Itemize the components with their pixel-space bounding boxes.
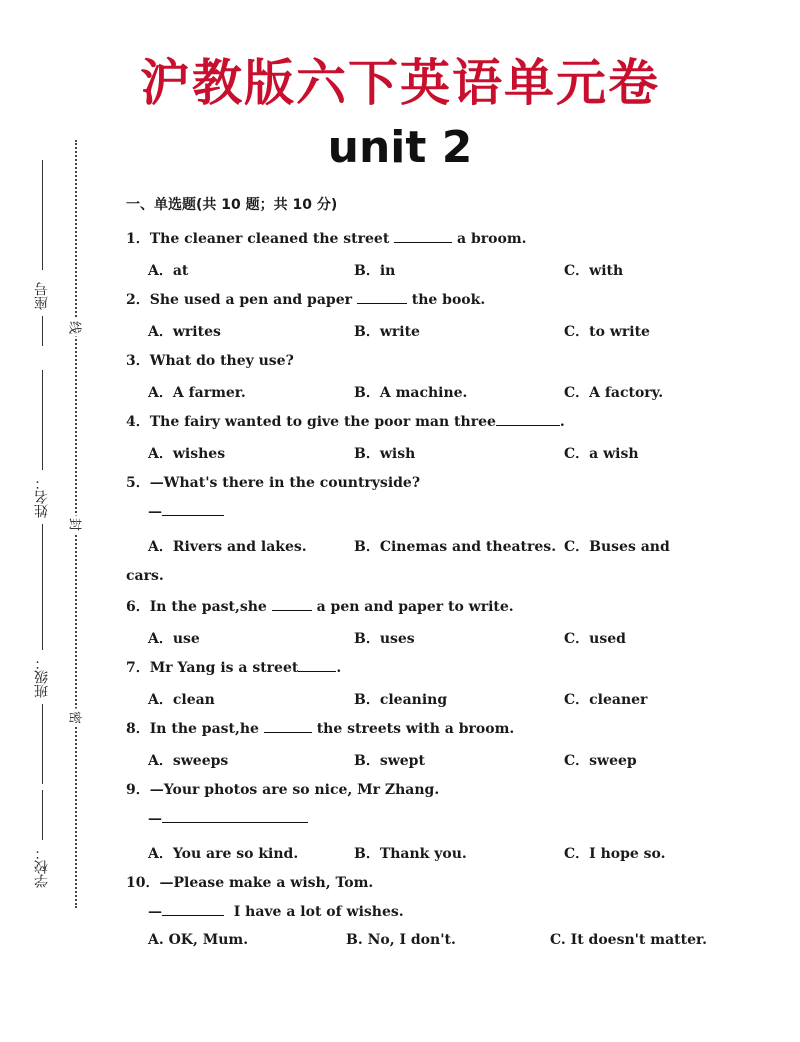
question-stem: She used a pen and paper <box>149 292 352 308</box>
binding-margin <box>0 0 110 1042</box>
answer-dash: — <box>148 904 162 920</box>
option-a[interactable]: A．clean <box>148 692 215 708</box>
seat-number-label: 座号 <box>34 282 50 310</box>
options-row <box>126 628 746 648</box>
question-number: 10． <box>126 875 160 891</box>
option-a[interactable]: A．You are so kind. <box>148 846 299 862</box>
options-row <box>126 689 746 709</box>
question-5 <box>126 472 746 584</box>
option-b[interactable]: B．swept <box>354 753 425 769</box>
option-b[interactable]: B．A machine. <box>354 385 468 401</box>
school-field <box>34 790 50 894</box>
options-row <box>126 750 746 770</box>
options-row <box>126 260 746 280</box>
option-c[interactable]: C．A factory. <box>564 385 664 401</box>
option-b[interactable]: B．uses <box>354 631 415 647</box>
answer-blank[interactable] <box>394 242 452 243</box>
answer-blank[interactable] <box>162 515 224 516</box>
answer-blank[interactable] <box>357 303 407 304</box>
answer-dash: — <box>148 811 162 827</box>
option-a[interactable]: A．use <box>148 631 200 647</box>
seal-char-secret: 密 <box>67 709 86 727</box>
option-a[interactable]: A．Rivers and lakes. <box>148 539 307 555</box>
question-number: 4． <box>126 414 150 430</box>
class-field <box>34 580 50 784</box>
options-row <box>126 382 746 402</box>
school-line <box>42 790 43 840</box>
option-c[interactable]: C．with <box>564 263 624 279</box>
question-3 <box>126 350 746 402</box>
option-a[interactable]: A．at <box>148 263 189 279</box>
options-row <box>126 321 746 341</box>
page-title: 沪教版六下英语单元卷 <box>140 54 660 112</box>
section-heading: 一、单选题(共 10 题；共 10 分) <box>126 197 338 213</box>
option-c[interactable]: C．used <box>564 631 626 647</box>
question-stem-end: a pen and paper to write. <box>316 599 514 615</box>
options-row <box>126 843 746 863</box>
question-section <box>126 194 746 948</box>
class-line-lower <box>42 704 43 784</box>
option-a[interactable]: A．sweeps <box>148 753 229 769</box>
question-stem: Mr Yang is a street <box>149 660 299 676</box>
question-stem: —Your photos are so nice, Mr Zhang. <box>149 782 440 798</box>
unit-subtitle: unit 2 <box>327 122 473 173</box>
class-line <box>42 580 43 650</box>
options-row <box>126 536 746 556</box>
answer-after: I have a lot of wishes. <box>233 904 404 920</box>
name-label: 姓名： <box>34 476 50 518</box>
question-number: 8． <box>126 721 150 737</box>
seat-number-field <box>34 160 50 346</box>
options-row <box>126 443 746 463</box>
answer-blank[interactable] <box>162 822 308 823</box>
question-8 <box>126 718 746 770</box>
option-c[interactable]: C．cleaner <box>564 692 648 708</box>
question-7 <box>126 657 746 709</box>
option-a[interactable]: A．wishes <box>148 446 226 462</box>
answer-dash: — <box>148 504 162 520</box>
option-a[interactable]: A．writes <box>148 324 221 340</box>
question-1 <box>126 228 746 280</box>
question-number: 3． <box>126 353 150 369</box>
option-b[interactable]: B. No, I don't. <box>346 932 456 948</box>
answer-blank[interactable] <box>298 671 336 672</box>
question-2 <box>126 289 746 341</box>
question-number: 7． <box>126 660 150 676</box>
option-c[interactable]: C．Buses and <box>564 539 670 555</box>
option-b[interactable]: B．in <box>354 263 396 279</box>
question-number: 6． <box>126 599 150 615</box>
seat-number-line-lower <box>42 316 43 346</box>
question-9 <box>126 779 746 863</box>
option-c[interactable]: C．a wish <box>564 446 639 462</box>
question-number: 2． <box>126 292 150 308</box>
question-stem-end: . <box>336 660 342 676</box>
option-c-wrap[interactable]: cars. <box>126 568 164 584</box>
question-stem: The cleaner cleaned the street <box>149 231 390 247</box>
option-b[interactable]: B．Cinemas and theatres. <box>354 539 557 555</box>
seal-char-line: 线 <box>67 319 86 337</box>
question-stem-end: . <box>559 414 565 430</box>
class-label: 班级： <box>34 656 50 698</box>
seat-number-line <box>42 160 43 270</box>
seal-char-seal: 封 <box>67 516 86 534</box>
question-stem: —Please make a wish, Tom. <box>159 875 374 891</box>
option-b[interactable]: B．Thank you. <box>354 846 467 862</box>
question-stem: What do they use? <box>149 353 294 369</box>
option-c[interactable]: C. It doesn't matter. <box>550 932 707 948</box>
question-10 <box>126 872 746 952</box>
option-c[interactable]: C．to write <box>564 324 650 340</box>
question-number: 1． <box>126 231 150 247</box>
school-label: 学校： <box>34 846 50 888</box>
question-stem-end: a broom. <box>457 231 527 247</box>
name-line-lower <box>42 524 43 584</box>
option-a[interactable]: A．A farmer. <box>148 385 246 401</box>
answer-blank[interactable] <box>162 915 224 916</box>
name-line <box>42 370 43 470</box>
option-b[interactable]: B．cleaning <box>354 692 448 708</box>
options-row <box>126 932 746 952</box>
question-number: 9． <box>126 782 150 798</box>
option-c[interactable]: C．sweep <box>564 753 637 769</box>
question-stem-end: the book. <box>411 292 486 308</box>
question-stem-end: the streets with a broom. <box>316 721 515 737</box>
question-stem: The fairy wanted to give the poor man three <box>149 414 496 430</box>
answer-blank[interactable] <box>264 732 312 733</box>
question-stem: In the past,he <box>149 721 259 737</box>
question-stem: In the past,she <box>149 599 267 615</box>
answer-blank[interactable] <box>272 610 312 611</box>
option-a[interactable]: A. OK, Mum. <box>148 932 249 948</box>
question-stem: —What's there in the countryside? <box>149 475 421 491</box>
question-6 <box>126 596 746 648</box>
option-b[interactable]: B．write <box>354 324 420 340</box>
question-4 <box>126 411 746 463</box>
name-field <box>34 370 50 584</box>
option-c[interactable]: C．I hope so. <box>564 846 666 862</box>
option-b[interactable]: B．wish <box>354 446 416 462</box>
question-number: 5． <box>126 475 150 491</box>
answer-blank[interactable] <box>496 425 560 426</box>
